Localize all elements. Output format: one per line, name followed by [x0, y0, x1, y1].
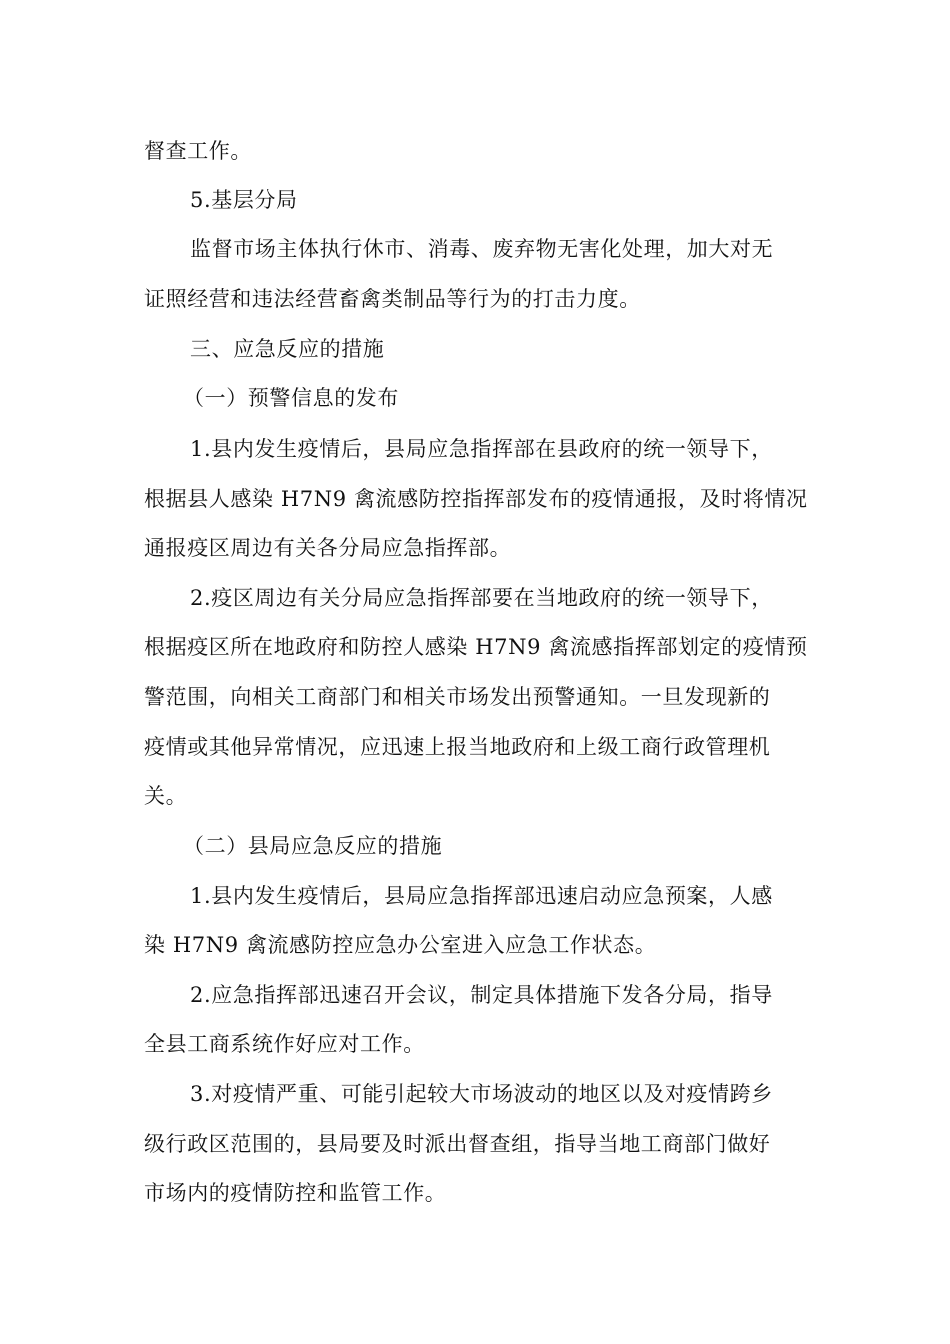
- paragraph-line: 疫情或其他异常情况，应迅速上报当地政府和上级工商行政管理机: [144, 735, 771, 759]
- paragraph-line: 监督市场主体执行休市、消毒、废弃物无害化处理，加大对无: [190, 237, 774, 261]
- paragraph-line: 证照经营和违法经营畜禽类制品等行为的打击力度。: [144, 287, 641, 311]
- paragraph-line: 1.县内发生疫情后，县局应急指挥部迅速启动应急预案，人感: [190, 884, 773, 908]
- paragraph-line: 市场内的疫情防控和监管工作。: [144, 1181, 447, 1205]
- paragraph-line: 3.对疫情严重、可能引起较大市场波动的地区以及对疫情跨乡: [190, 1082, 773, 1106]
- paragraph-line: 督查工作。: [144, 139, 252, 163]
- paragraph-line: 2.应急指挥部迅速召开会议，制定具体措施下发各分局，指导: [190, 983, 773, 1007]
- paragraph-line: 全县工商系统作好应对工作。: [144, 1032, 425, 1056]
- subsection-heading: （一）预警信息的发布: [183, 386, 399, 410]
- paragraph-line: 关。: [144, 784, 188, 808]
- subsection-heading: （二）县局应急反应的措施: [183, 834, 443, 858]
- paragraph-line: 通报疫区周边有关各分局应急指挥部。: [144, 536, 512, 560]
- paragraph-line: 染 H7N9 禽流感防控应急办公室进入应急工作状态。: [144, 933, 657, 957]
- section-heading: 5.基层分局: [190, 188, 298, 212]
- paragraph-line: 级行政区范围的，县局要及时派出督查组，指导当地工商部门做好: [144, 1132, 771, 1156]
- paragraph-line: 2.疫区周边有关分局应急指挥部要在当地政府的统一领导下，: [190, 586, 773, 610]
- section-heading: 三、应急反应的措施: [190, 337, 385, 361]
- paragraph-line: 根据疫区所在地政府和防控人感染 H7N9 禽流感指挥部划定的疫情预: [144, 635, 808, 659]
- paragraph-line: 1.县内发生疫情后，县局应急指挥部在县政府的统一领导下，: [190, 437, 773, 461]
- paragraph-line: 根据县人感染 H7N9 禽流感防控指挥部发布的疫情通报，及时将情况: [144, 487, 808, 511]
- paragraph-line: 警范围，向相关工商部门和相关市场发出预警通知。一旦发现新的: [144, 685, 771, 709]
